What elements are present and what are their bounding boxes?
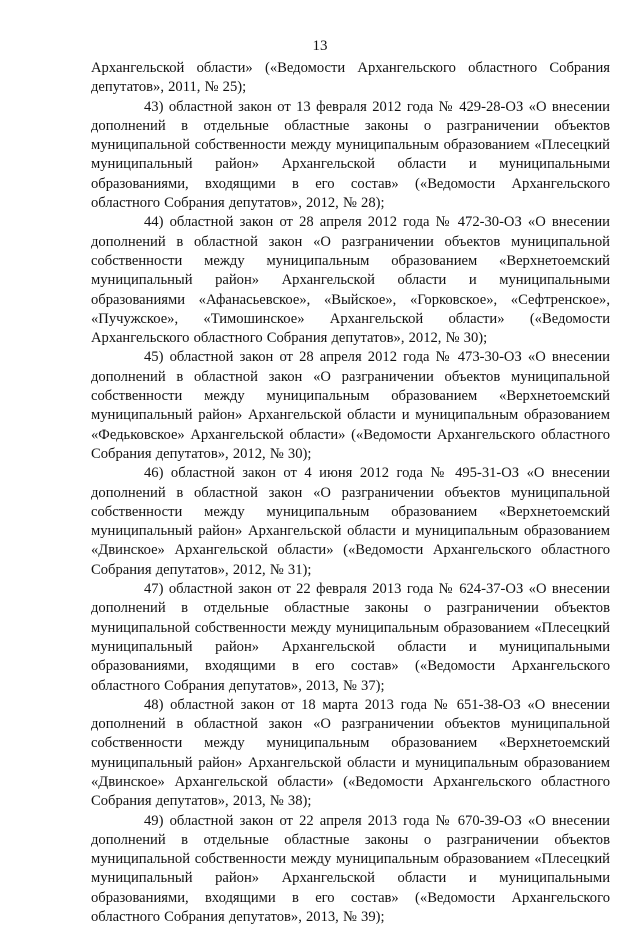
paragraph-continued: Архангельской области» («Ведомости Архангельского областного Собрания депутатов», 2011, № 25); (91, 60, 610, 96)
document-body (91, 59, 610, 927)
page-number: 13 (312, 38, 328, 54)
list-item-48: 48) областной закон от 18 марта 2013 года № 651-38-ОЗ «О внесении дополнений в областной закон «О разграничении объектов муниципальной собственности между муниципальным образованием «Верхнетоемский муниципальный район» Архангельской области и муниципальным образованием «Двинское» Архангельской области» («Ведомости Архангельского областного Собрания депутатов», 2013, № 38); (91, 696, 610, 810)
list-item-49: 49) областной закон от 22 апреля 2013 года № 670-39-ОЗ «О внесении дополнений в отдельные областные законы о разграничении объектов муниципальной собственности между муниципальным образованием «Плесецкий муниципальный район» Архангельской области и муниципальными образованиями, входящими в его состав» («Ведомости Архангельского областного Собрания депутатов», 2013, № 39); (91, 812, 610, 926)
list-item-45: 45) областной закон от 28 апреля 2012 года № 473-30-ОЗ «О внесении дополнений в областной закон «О разграничении объектов муниципальной собственности между муниципальным образованием «Верхнетоемский муниципальный район» Архангельской области и муниципальным образованием «Федьковское» Архангельской области» («Ведомости Архангельского областного Собрания депутатов», 2012, № 30); (91, 349, 610, 462)
list-item-47: 47) областной закон от 22 февраля 2013 года № 624-37-ОЗ «О внесении дополнений в отдельные областные законы о разграничении объектов муниципальной собственности между муниципальным образованием «Плесецкий муниципальный район» Архангельской области и муниципальными образованиями, входящими в его состав» («Ведомости Архангельского областного Собрания депутатов», 2013, № 37); (91, 581, 610, 694)
list-item-46: 46) областной закон от 4 июня 2012 года № 495-31-ОЗ «О внесении дополнений в областной закон «О разграничении объектов муниципальной собственности между муниципальным образованием «Верхнетоемский муниципальный район» Архангельской области и муниципальным образованием «Двинское» Архангельской области» («Ведомости Архангельского областного Собрания депутатов», 2012, № 31); (91, 465, 610, 578)
list-item-43: 43) областной закон от 13 февраля 2012 года № 429-28-ОЗ «О внесении дополнений в отдельные областные законы о разграничении объектов муниципальной собственности между муниципальным образованием «Плесецкий муниципальный район» Архангельской области и муниципальными образованиями, входящими в его состав» («Ведомости Архангельского областного Собрания депутатов», 2012, № 28); (91, 98, 610, 212)
list-item-44: 44) областной закон от 28 апреля 2012 года № 472-30-ОЗ «О внесении дополнений в областной закон «О разграничении объектов муниципальной собственности между муниципальным образованием «Верхнетоемский муниципальный район» Архангельской области и муниципальными образованиями «Афанасьевское», «Выйское», «Горковское», «Сефтренское», «Пучужское», «Тимошинское» Архангельской области» («Ведомости Архангельского областного Собрания депутатов», 2012, № 30); (91, 214, 610, 347)
